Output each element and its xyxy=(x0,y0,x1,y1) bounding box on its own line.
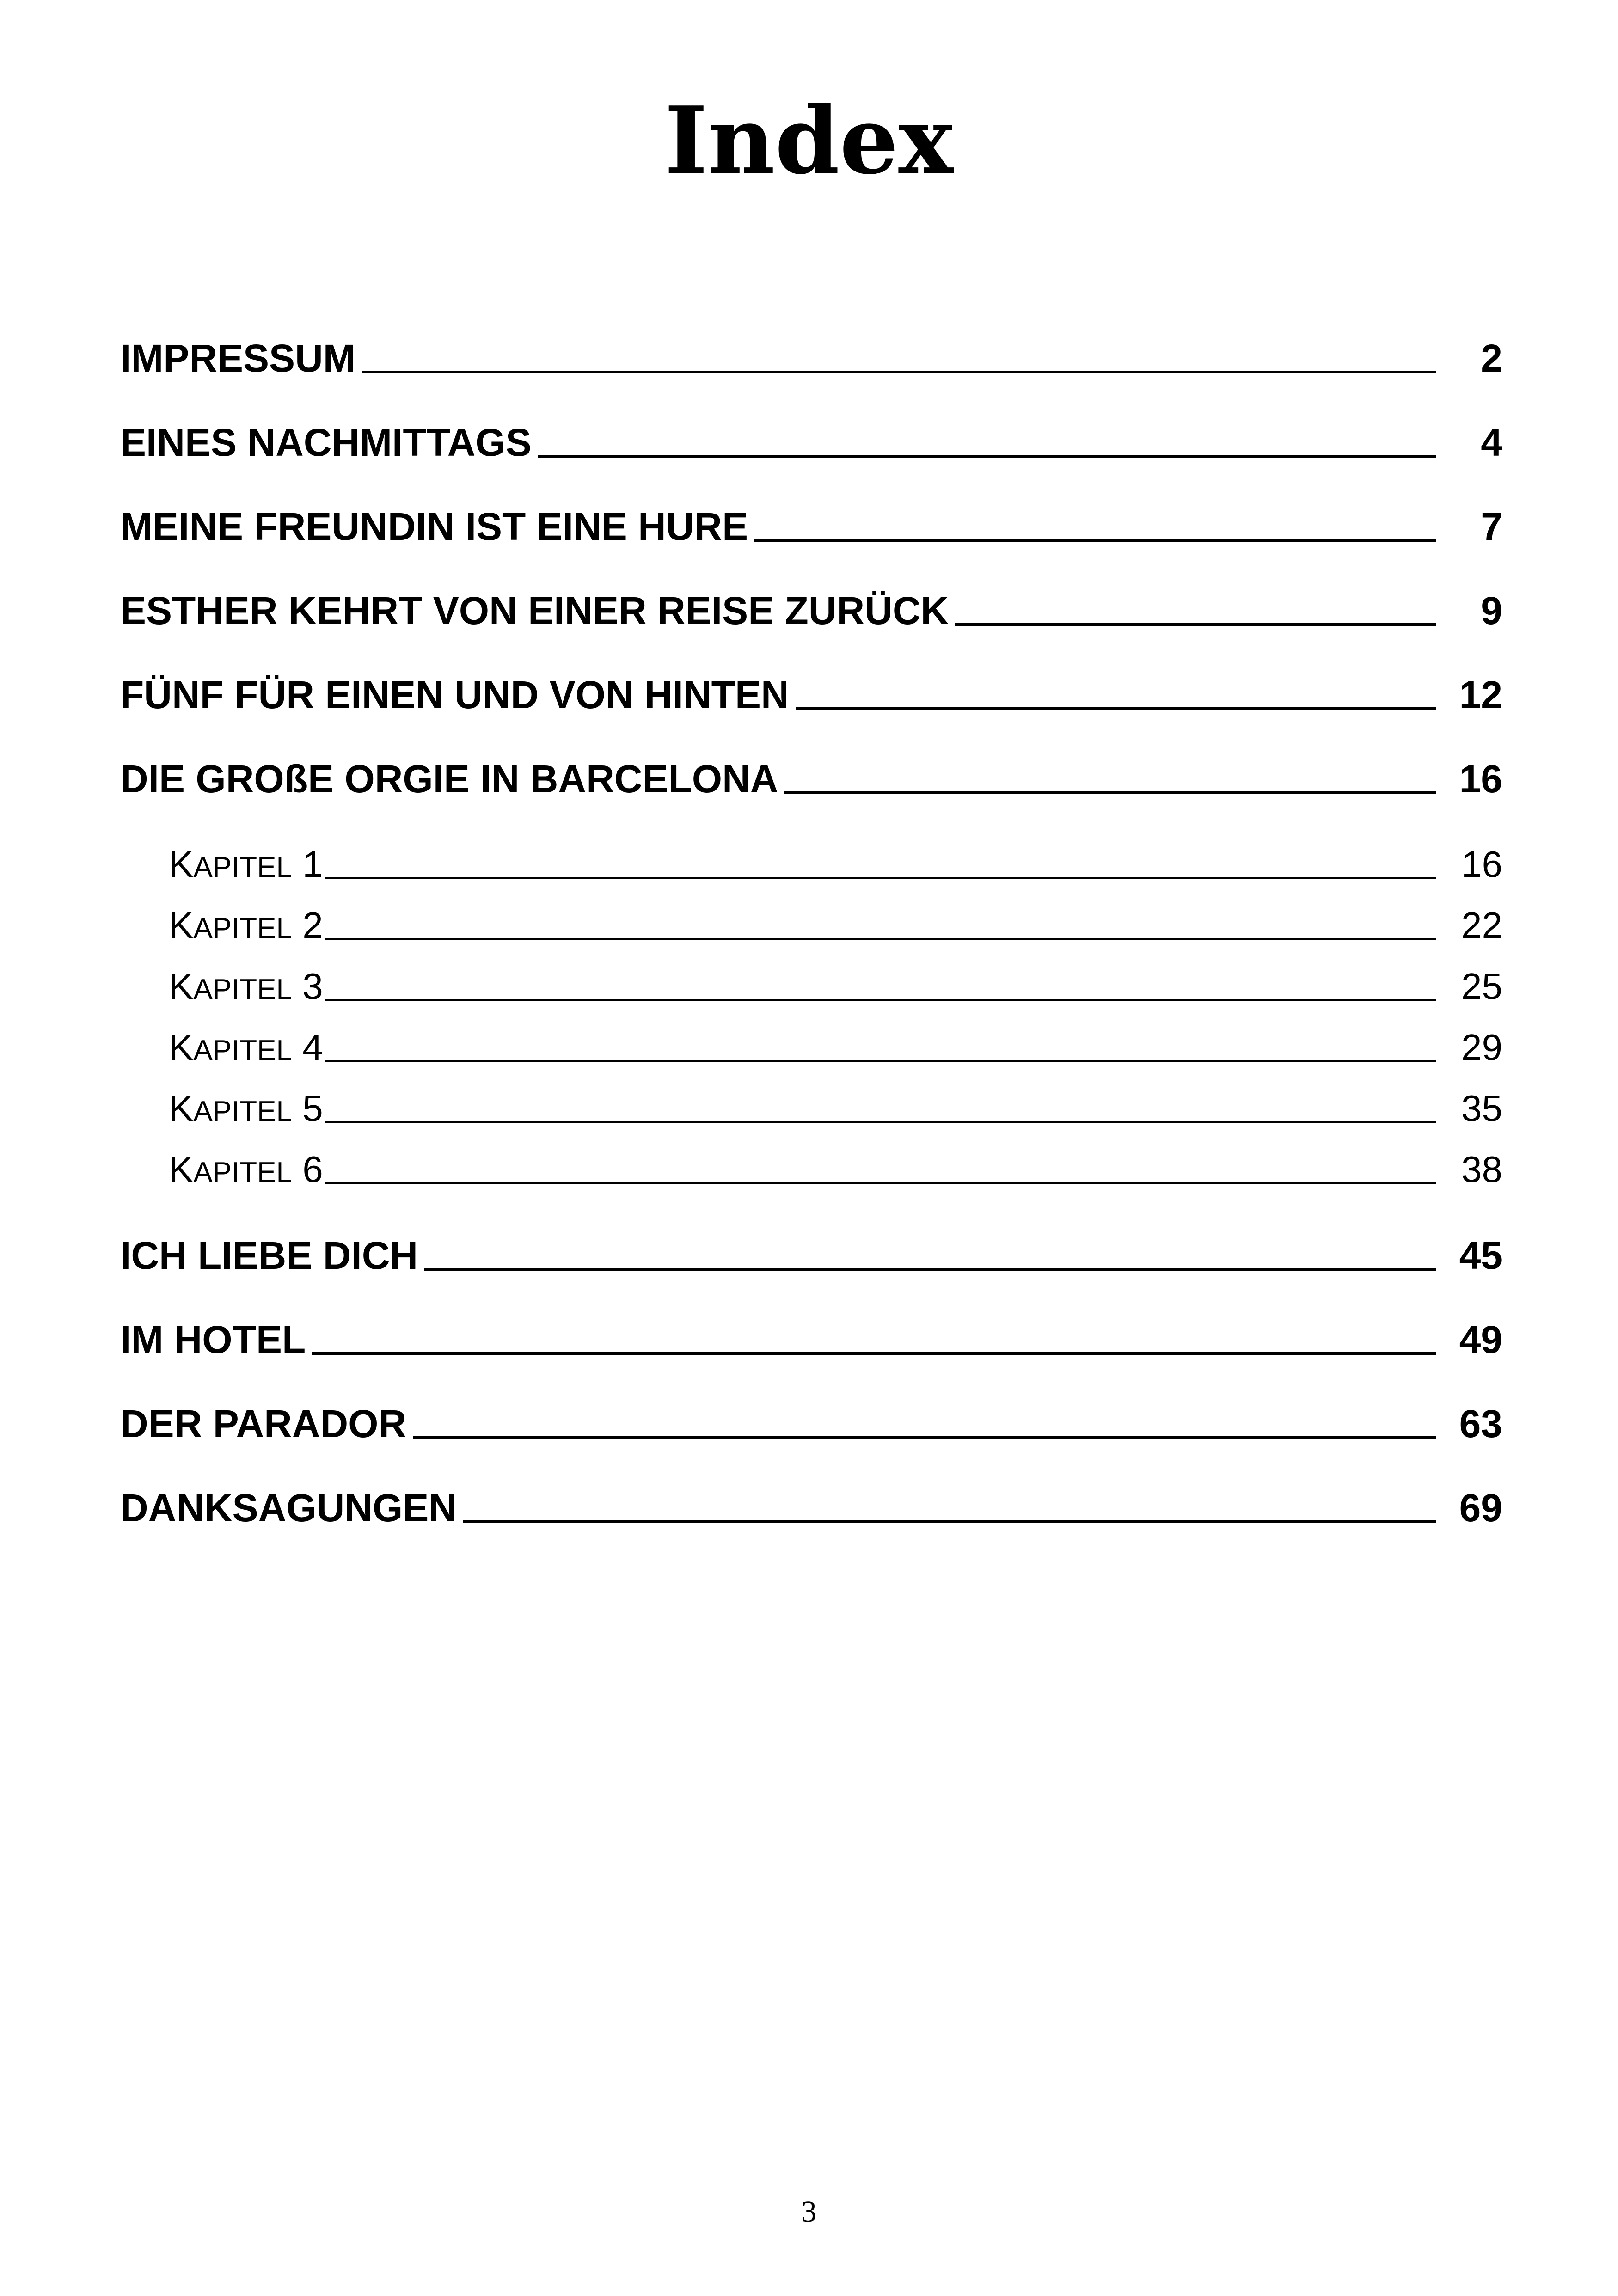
toc-entry[interactable] xyxy=(120,1398,1502,1449)
toc-entry-page: 69 xyxy=(1459,1486,1502,1530)
toc-entry-label: DIE GROßE ORGIE IN BARCELONA xyxy=(120,757,778,801)
toc-entry[interactable] xyxy=(120,1482,1502,1533)
toc-entry[interactable] xyxy=(120,1230,1502,1281)
page-number: 3 xyxy=(801,2195,817,2229)
toc-entry-page: 63 xyxy=(1459,1402,1502,1445)
toc-leader xyxy=(754,539,1436,542)
toc-subentry[interactable] xyxy=(120,841,1502,888)
toc-entry-label: MEINE FREUNDIN IST EINE HURE xyxy=(120,505,748,548)
toc-entry-label: FÜNF FÜR EINEN UND VON HINTEN xyxy=(120,673,789,716)
toc-entry-label: IMPRESSUM xyxy=(120,337,355,380)
toc-entry-label: DER PARADOR xyxy=(120,1402,407,1445)
toc-subentry-label: KAPITEL 5 xyxy=(169,1088,323,1129)
toc-subentry-label: KAPITEL 6 xyxy=(169,1149,323,1190)
toc-subentry[interactable] xyxy=(120,1024,1502,1071)
toc-leader xyxy=(538,455,1436,458)
toc-entry-label: EINES NACHMITTAGS xyxy=(120,421,532,464)
toc-entry-page: 16 xyxy=(1459,757,1502,801)
toc-subentry-label: KAPITEL 3 xyxy=(169,966,323,1007)
toc-subentry[interactable] xyxy=(120,902,1502,949)
toc-entry[interactable] xyxy=(120,585,1502,636)
toc-subentry[interactable] xyxy=(120,1085,1502,1132)
toc-entry[interactable] xyxy=(120,417,1502,468)
toc-subentry-label: KAPITEL 2 xyxy=(169,905,323,946)
toc-leader xyxy=(312,1352,1436,1355)
toc-leader xyxy=(325,999,1436,1001)
toc-leader xyxy=(955,623,1436,626)
toc-leader xyxy=(796,707,1436,710)
toc-leader xyxy=(325,1060,1436,1062)
toc-leader xyxy=(325,938,1436,940)
toc-entry-label: DANKSAGUNGEN xyxy=(120,1486,457,1530)
toc-entry-page: 49 xyxy=(1459,1318,1502,1361)
toc-leader xyxy=(424,1268,1436,1271)
toc-subentry[interactable] xyxy=(120,963,1502,1010)
toc-entry-page: 12 xyxy=(1459,673,1502,716)
page-title: Index xyxy=(664,86,954,195)
toc-entry[interactable] xyxy=(120,333,1502,384)
toc-subentry-page: 29 xyxy=(1461,1027,1502,1068)
toc-subentry-page: 16 xyxy=(1461,844,1502,885)
toc-subentry-page: 25 xyxy=(1461,966,1502,1007)
toc-entry-page: 7 xyxy=(1481,505,1502,548)
toc-leader xyxy=(463,1520,1436,1523)
toc-leader xyxy=(325,877,1436,879)
toc-entry-page: 9 xyxy=(1481,589,1502,632)
toc-subentry-label: KAPITEL 1 xyxy=(169,844,323,885)
toc-entry[interactable] xyxy=(120,753,1502,804)
toc-subentry-page: 35 xyxy=(1461,1088,1502,1129)
toc-entry[interactable] xyxy=(120,501,1502,552)
toc-entry-label: ESTHER KEHRT VON EINER REISE ZURÜCK xyxy=(120,589,949,632)
toc-entry-label: ICH LIEBE DICH xyxy=(120,1234,418,1277)
toc-subentry[interactable] xyxy=(120,1146,1502,1193)
toc-leader xyxy=(784,791,1436,794)
toc-subentry-page: 38 xyxy=(1461,1149,1502,1190)
toc-subentry-page: 22 xyxy=(1461,905,1502,946)
toc-leader xyxy=(325,1182,1436,1184)
toc-leader xyxy=(325,1121,1436,1123)
toc-entry-label: IM HOTEL xyxy=(120,1318,306,1361)
toc-subentry-label: KAPITEL 4 xyxy=(169,1027,323,1068)
toc-entry[interactable] xyxy=(120,669,1502,720)
toc-entry[interactable] xyxy=(120,1314,1502,1365)
toc-entry-page: 2 xyxy=(1481,337,1502,380)
toc-leader xyxy=(362,371,1436,373)
toc-leader xyxy=(413,1436,1436,1439)
toc-entry-page: 4 xyxy=(1481,421,1502,464)
toc-entry-page: 45 xyxy=(1459,1234,1502,1277)
